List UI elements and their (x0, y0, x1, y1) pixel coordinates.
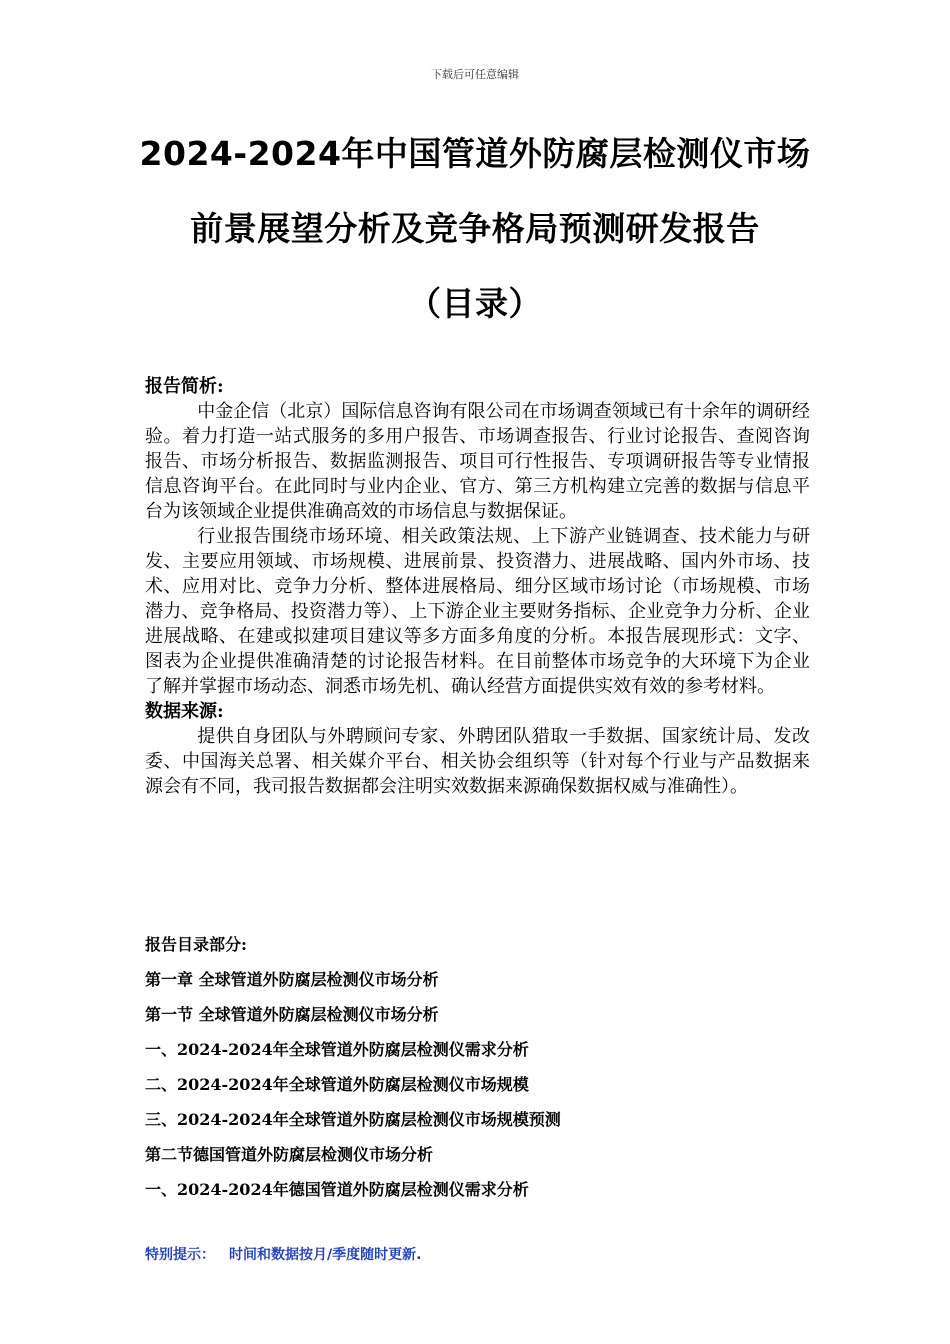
toc-item: 二、2024-2024年全球管道外防腐层检测仪市场规模 (145, 1075, 529, 1094)
data-source-label: 数据来源: (145, 701, 224, 722)
special-note-text: 时间和数据按月/季度随时更新. (229, 1247, 422, 1263)
title-line-3: （目录） (408, 284, 542, 323)
toc-item: 第一章 全球管道外防腐层检测仪市场分析 (145, 970, 439, 989)
data-source-paragraph: 提供自身团队与外聘顾问专家、外聘团队猎取一手数据、国家统计局、发改委、中国海关总署、相关媒介平台、相关协会组织等（针对每个行业与产品数据来源会有不同，我司报告数据都会注明实效数据来源确保数据权威与准确性）。 (145, 726, 810, 797)
special-note-label: 特别提示： (145, 1247, 215, 1263)
toc-item: 一、2024-2024年全球管道外防腐层检测仪需求分析 (145, 1040, 529, 1059)
toc-item: 一、2024-2024年德国管道外防腐层检测仪需求分析 (145, 1180, 529, 1199)
special-note (145, 1244, 435, 1264)
summary-label: 报告简析: (145, 376, 224, 397)
toc-list (145, 968, 561, 1213)
header-note: 下载后可任意编辑 (431, 68, 519, 81)
summary-paragraph-1: 中金企信（北京）国际信息咨询有限公司在市场调查领域已有十余年的调研经验。着力打造一站式服务的多用户报告、市场调查报告、行业讨论报告、查阅咨询报告、市场分析报告、数据监测报告、项目可行性报告、专项调研报告等专业情报信息咨询平台。在此同时与业内企业、官方、第三方机构建立完善的数据与信息平台为该领域企业提供准确高效的市场信息与数据保证。 (145, 401, 810, 522)
toc-header: 报告目录部分: (145, 935, 247, 954)
toc-item: 第一节 全球管道外防腐层检测仪市场分析 (145, 1005, 439, 1024)
report-body (145, 374, 810, 799)
toc-item: 三、2024-2024年全球管道外防腐层检测仪市场规模预测 (145, 1110, 561, 1129)
toc-item: 第二节德国管道外防腐层检测仪市场分析 (145, 1145, 434, 1164)
title-line-1: 2024-2024年中国管道外防腐层检测仪市场 (139, 134, 811, 173)
summary-paragraph-2: 行业报告围绕市场环境、相关政策法规、上下游产业链调查、技术能力与研发、主要应用领域、市场规模、进展前景、投资潜力、进展战略、国内外市场、技术、应用对比、竞争力分析、整体进展格局、细分区域市场讨论（市场规模、市场潜力、竞争格局、投资潜力等）、上下游企业主要财务指标、企业竞争力分析、企业进展战略、在建或拟建项目建议等多方面多角度的分析。本报告展现形式：文字、图表为企业提供准确清楚的讨论报告材料。在目前整体市场竞争的大环境下为企业了解并掌握市场动态、洞悉市场先机、确认经营方面提供实效有效的参考材料。 (145, 526, 810, 697)
title-line-2: 前景展望分析及竞争格局预测研发报告 (190, 209, 760, 248)
